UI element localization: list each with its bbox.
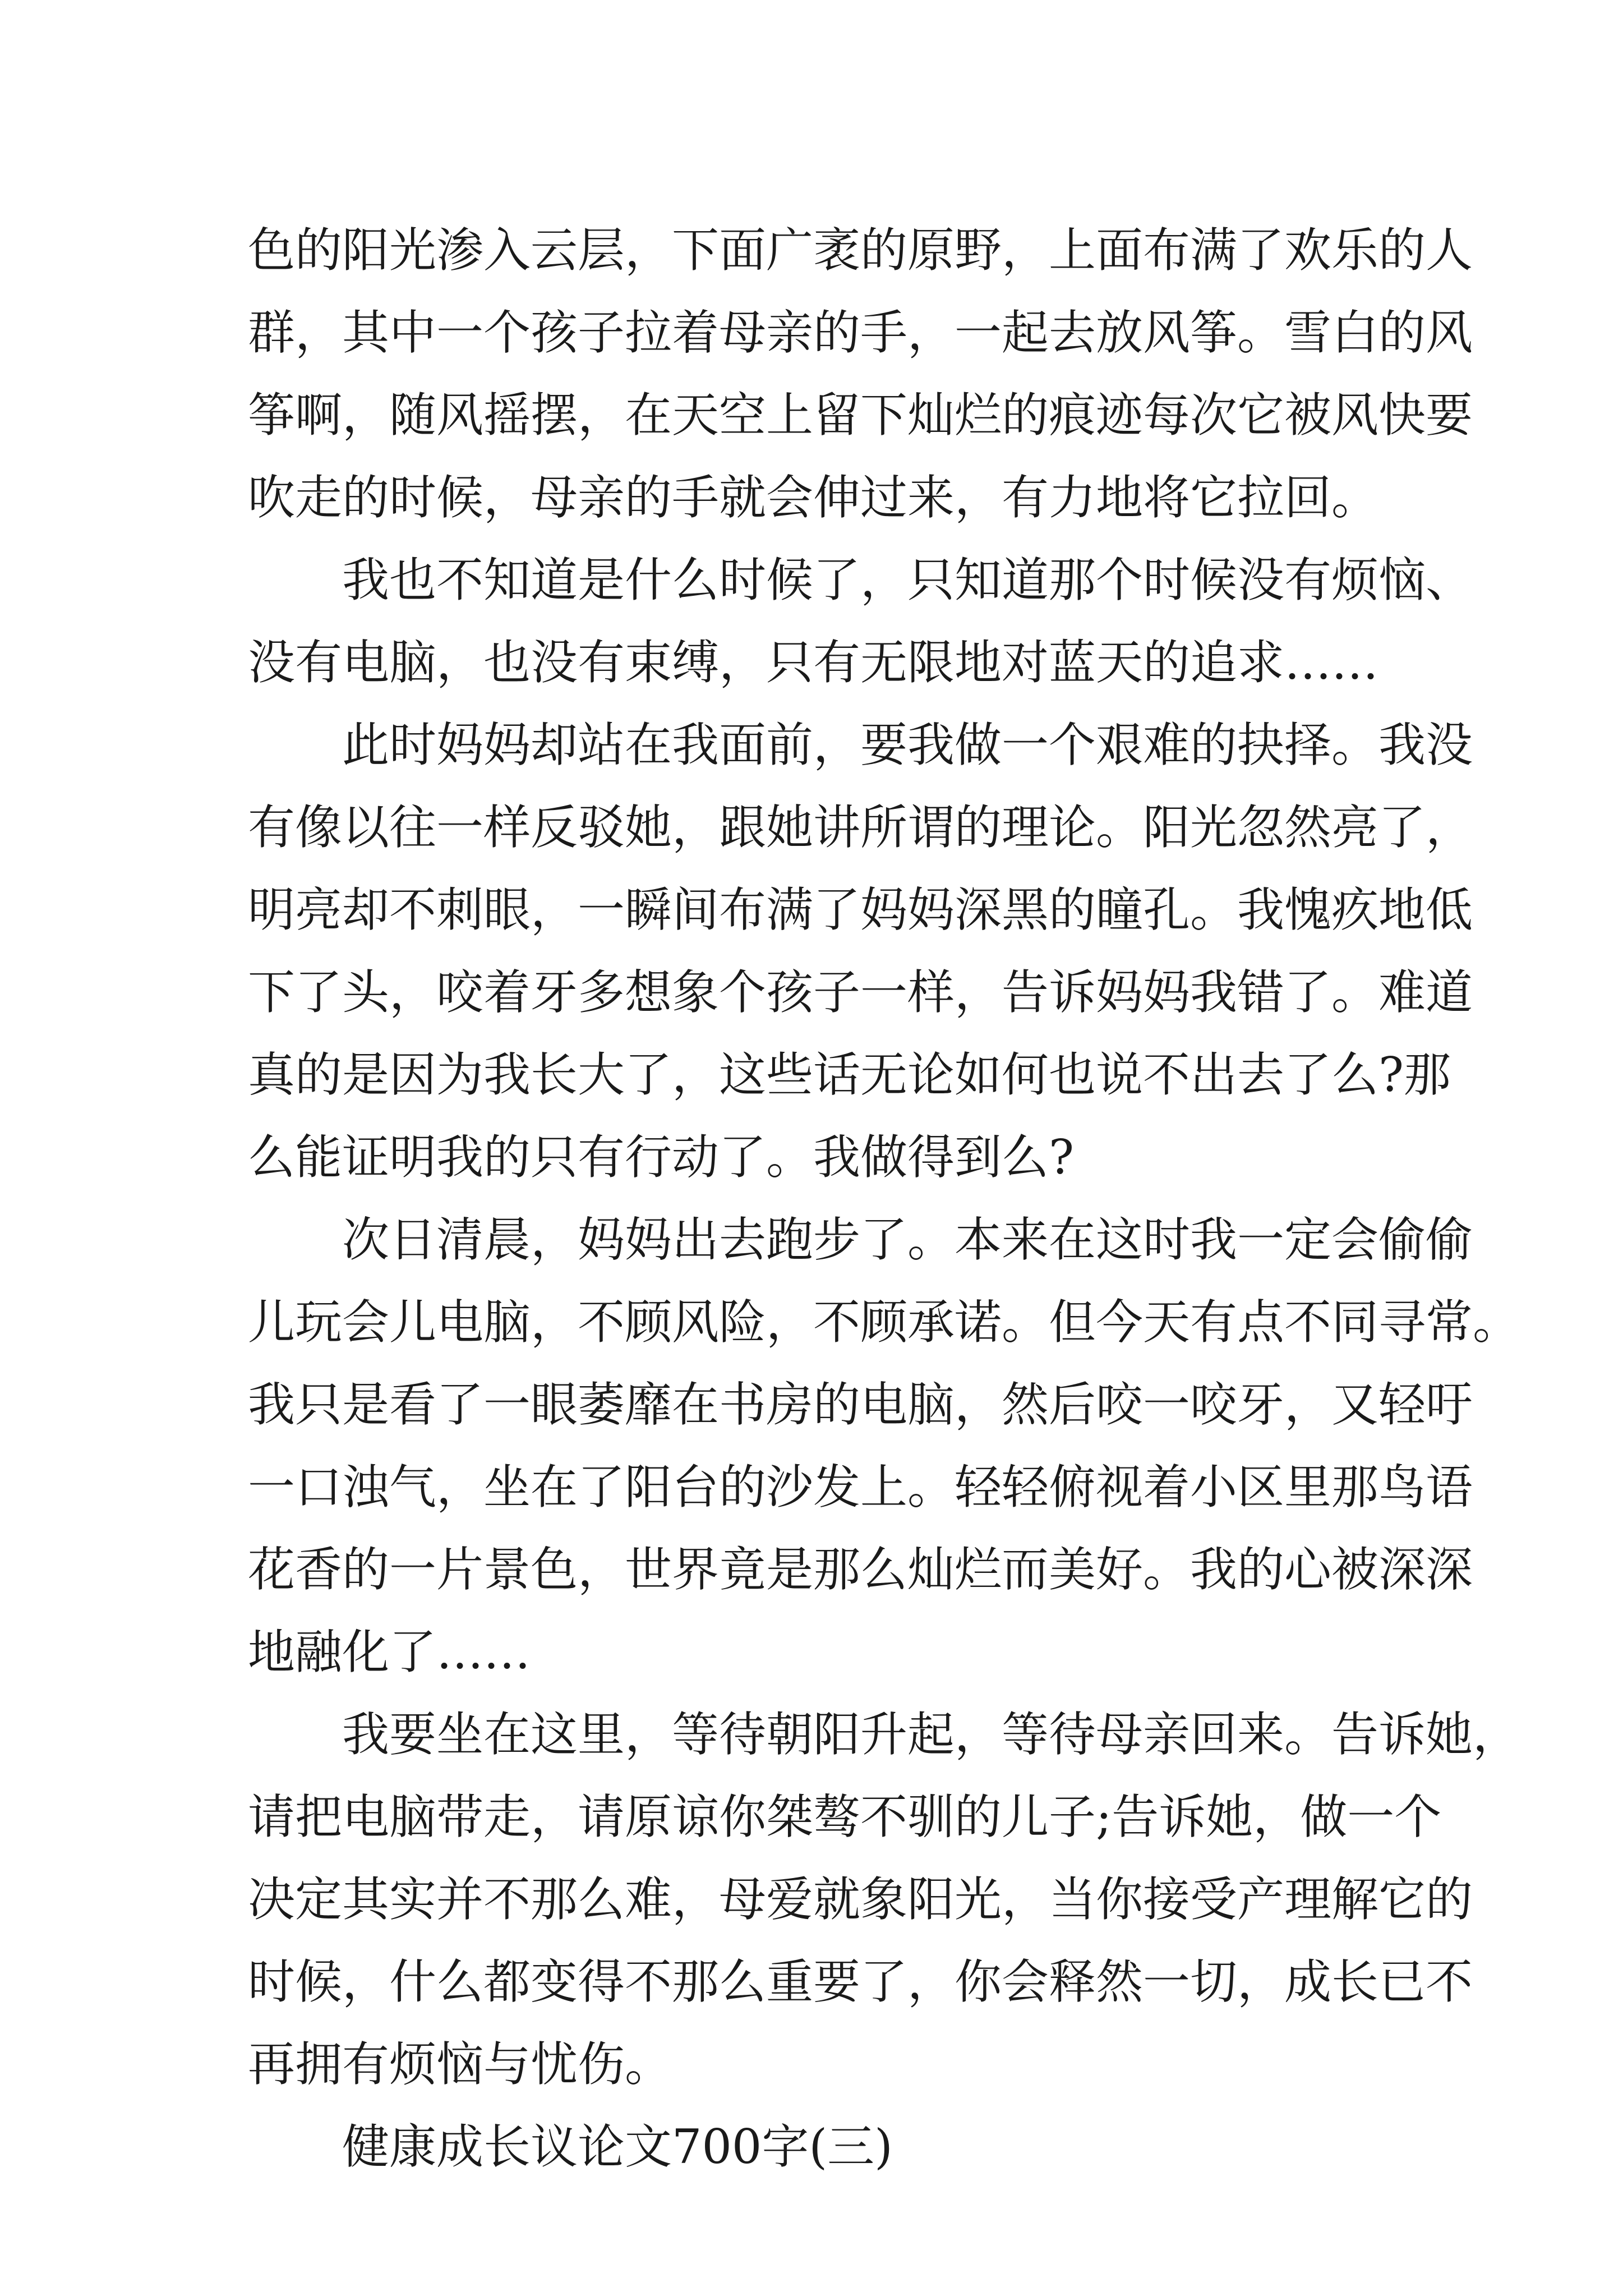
text-line: 时候，什么都变得不那么重要了，你会释然一切，成长已不 [248, 1954, 1473, 2009]
text-line: 下了头，咬着牙多想象个孩子一样，告诉妈妈我错了。难道 [248, 965, 1473, 1020]
text-line: 请把电脑带走，请原谅你桀骜不驯的儿子;告诉她，做一个 [248, 1789, 1442, 1844]
text-line: 色的阳光渗入云层，下面广袤的原野，上面布满了欢乐的人 [248, 223, 1473, 278]
text-line: 地融化了…… [248, 1625, 531, 1680]
text-line: 群，其中一个孩子拉着母亲的手，一起去放风筝。雪白的风 [248, 305, 1473, 360]
text-line: 一口浊气，坐在了阳台的沙发上。轻轻俯视着小区里那鸟语 [248, 1460, 1473, 1515]
text-line: 花香的一片景色，世界竟是那么灿烂而美好。我的心被深深 [248, 1542, 1473, 1597]
text-line: 我只是看了一眼萎靡在书房的电脑，然后咬一咬牙，又轻吁 [248, 1377, 1473, 1432]
text-line: 此时妈妈却站在我面前，要我做一个艰难的抉择。我没 [342, 717, 1473, 772]
text-line: 次日清晨，妈妈出去跑步了。本来在这时我一定会偷偷 [342, 1212, 1473, 1267]
paragraph [248, 539, 1473, 704]
text-line: 我也不知道是什么时候了，只知道那个时候没有烦恼、 [342, 553, 1473, 608]
text-line: 没有电脑，也没有束缚，只有无限地对蓝天的追求…… [248, 635, 1379, 690]
text-line: 我要坐在这里，等待朝阳升起，等待母亲回来。告诉她， [342, 1707, 1520, 1762]
text-line: 儿玩会儿电脑，不顾风险，不顾承诺。但今天有点不同寻常。 [248, 1295, 1520, 1350]
text-line: 筝啊，随风摇摆，在天空上留下灿烂的痕迹每次它被风快要 [248, 388, 1473, 443]
section-heading-text: 健康成长议论文700字(三) [342, 2119, 893, 2174]
text-line: 明亮却不刺眼，一瞬间布满了妈妈深黑的瞳孔。我愧疚地低 [248, 882, 1473, 937]
text-line: 再拥有烦恼与忧伤。 [248, 2037, 672, 2092]
text-line: 决定其实并不那么难，母爱就象阳光，当你接受产理解它的 [248, 1872, 1473, 1927]
text-line: 真的是因为我长大了，这些话无论如何也说不出去了么?那 [248, 1047, 1451, 1102]
paragraph [248, 209, 1473, 539]
text-line: 么能证明我的只有行动了。我做得到么? [248, 1130, 1075, 1185]
paragraph [248, 704, 1473, 1199]
essay-body [248, 209, 1520, 2188]
paragraph [248, 1199, 1520, 1694]
text-line: 吹走的时候，母亲的手就会伸过来，有力地将它拉回。 [248, 470, 1379, 525]
section-heading [248, 2106, 1375, 2188]
paragraph [248, 1694, 1520, 2106]
text-line: 有像以往一样反驳她，跟她讲所谓的理论。阳光忽然亮了， [248, 800, 1473, 855]
